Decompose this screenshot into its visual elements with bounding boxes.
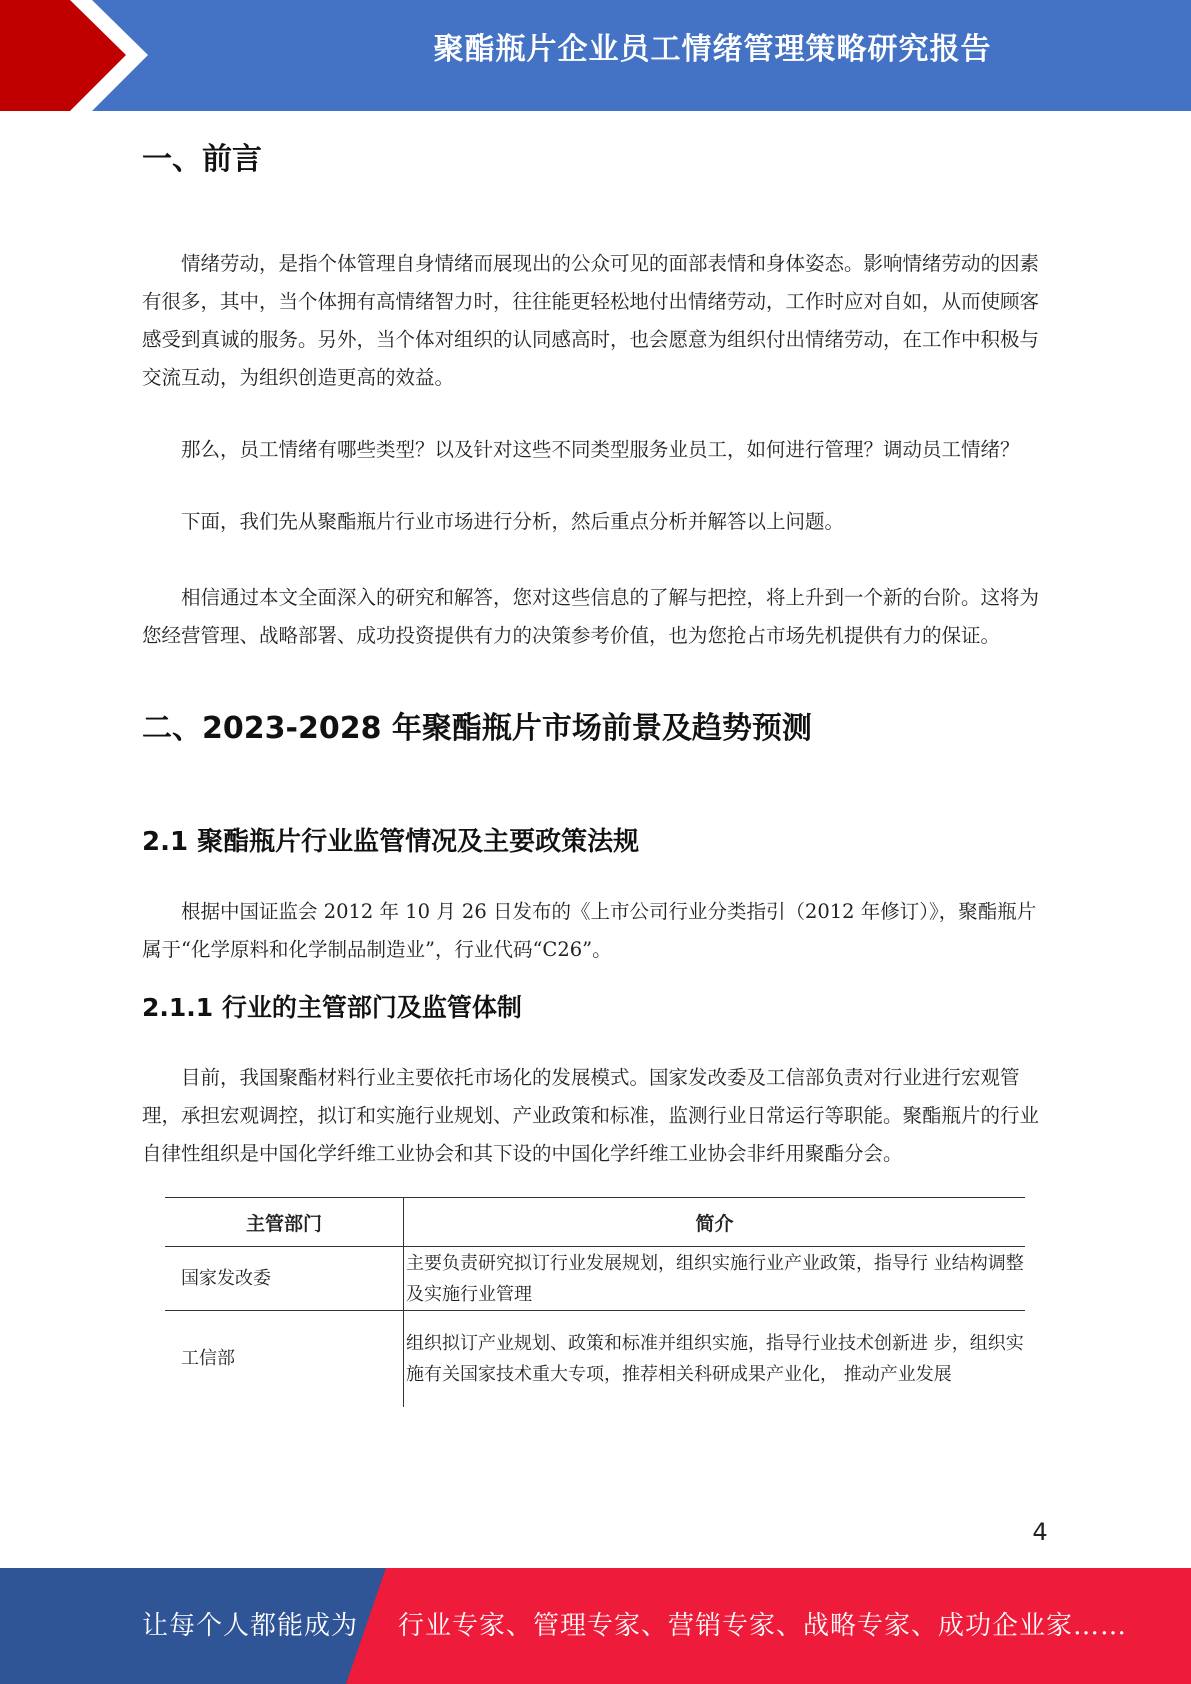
footer-banner xyxy=(0,1568,1191,1684)
table-row xyxy=(165,1247,1025,1311)
footer-slogan-left: 让每个人都能成为 xyxy=(142,1611,359,1641)
document-body xyxy=(142,130,1047,1407)
footer-slogan-right: 行业专家、管理专家、营销专家、战略专家、成功企业家…… xyxy=(398,1611,1128,1641)
header-banner xyxy=(0,0,1191,111)
paragraph: 那么，员工情绪有哪些类型？以及针对这些不同类型服务业员工，如何进行管理？调动员工情绪？ xyxy=(181,438,1020,461)
paragraph: 情绪劳动，是指个体管理自身情绪而展现出的公众可见的面部表情和身体姿态。影响情绪劳动的因素有很多，其中，当个体拥有高情绪智力时，往往能更轻松地付出情绪劳动，工作时应对自如，从而使顾客感受到真诚的服务。另外，当个体对组织的认同感高时，也会愿意为组织付出情绪劳动，在工作中积极与交流互动，为组织创造更高的效益。 xyxy=(142,252,1040,389)
table-cell-dept: 工信部 xyxy=(165,1311,404,1407)
page-number: 4 xyxy=(1032,1518,1048,1546)
paragraph: 根据中国证监会 2012 年 10 月 26 日发布的《上市公司行业分类指引（2012 年修订）》，聚酯瓶片属于“化学原料和化学制品制造业”，行业代码“C26”。 xyxy=(142,900,1037,961)
section-heading-forecast: 二、2023-2028 年聚酯瓶片市场前景及趋势预测 xyxy=(142,711,812,746)
table-row xyxy=(165,1311,1025,1407)
subsection-heading-2-1: 2.1 聚酯瓶片行业监管情况及主要政策法规 xyxy=(142,827,640,857)
paragraph: 目前，我国聚酯材料行业主要依托市场化的发展模式。国家发改委及工信部负责对行业进行宏观管理，承担宏观调控，拟订和实施行业规划、产业政策和标准，监测行业日常运行等职能。聚酯瓶片的行业自律性组织是中国化学纤维工业协会和其下设的中国化学纤维工业协会非纤用聚酯分会。 xyxy=(142,1066,1040,1165)
table-header-desc: 简介 xyxy=(404,1198,1026,1247)
table-cell-desc: 组织拟订产业规划、政策和标准并组织实施，指导行业技术创新进 步，组织实施有关国家技术重大专项，推荐相关科研成果产业化， 推动产业发展 xyxy=(406,1332,1024,1385)
table-cell-dept: 国家发改委 xyxy=(165,1247,404,1311)
section-heading-preface: 一、前言 xyxy=(142,142,262,177)
table-cell-desc: 主要负责研究拟订行业发展规划，组织实施行业产业政策，指导行 业结构调整及实施行业管理 xyxy=(404,1247,1026,1311)
table-header-row xyxy=(165,1198,1025,1247)
paragraph: 相信通过本文全面深入的研究和解答，您对这些信息的了解与把控，将上升到一个新的台阶。这将为您经营管理、战略部署、成功投资提供有力的决策参考价值，也为您抢占市场先机提供有力的保证。 xyxy=(142,586,1040,647)
report-title: 聚酯瓶片企业员工情绪管理策略研究报告 xyxy=(433,32,992,67)
subsection-heading-2-1-1: 2.1.1 行业的主管部门及监管体制 xyxy=(142,993,522,1022)
regulator-table xyxy=(165,1197,1025,1407)
table-header-dept: 主管部门 xyxy=(165,1198,404,1247)
paragraph: 下面，我们先从聚酯瓶片行业市场进行分析，然后重点分析并解答以上问题。 xyxy=(181,510,845,533)
